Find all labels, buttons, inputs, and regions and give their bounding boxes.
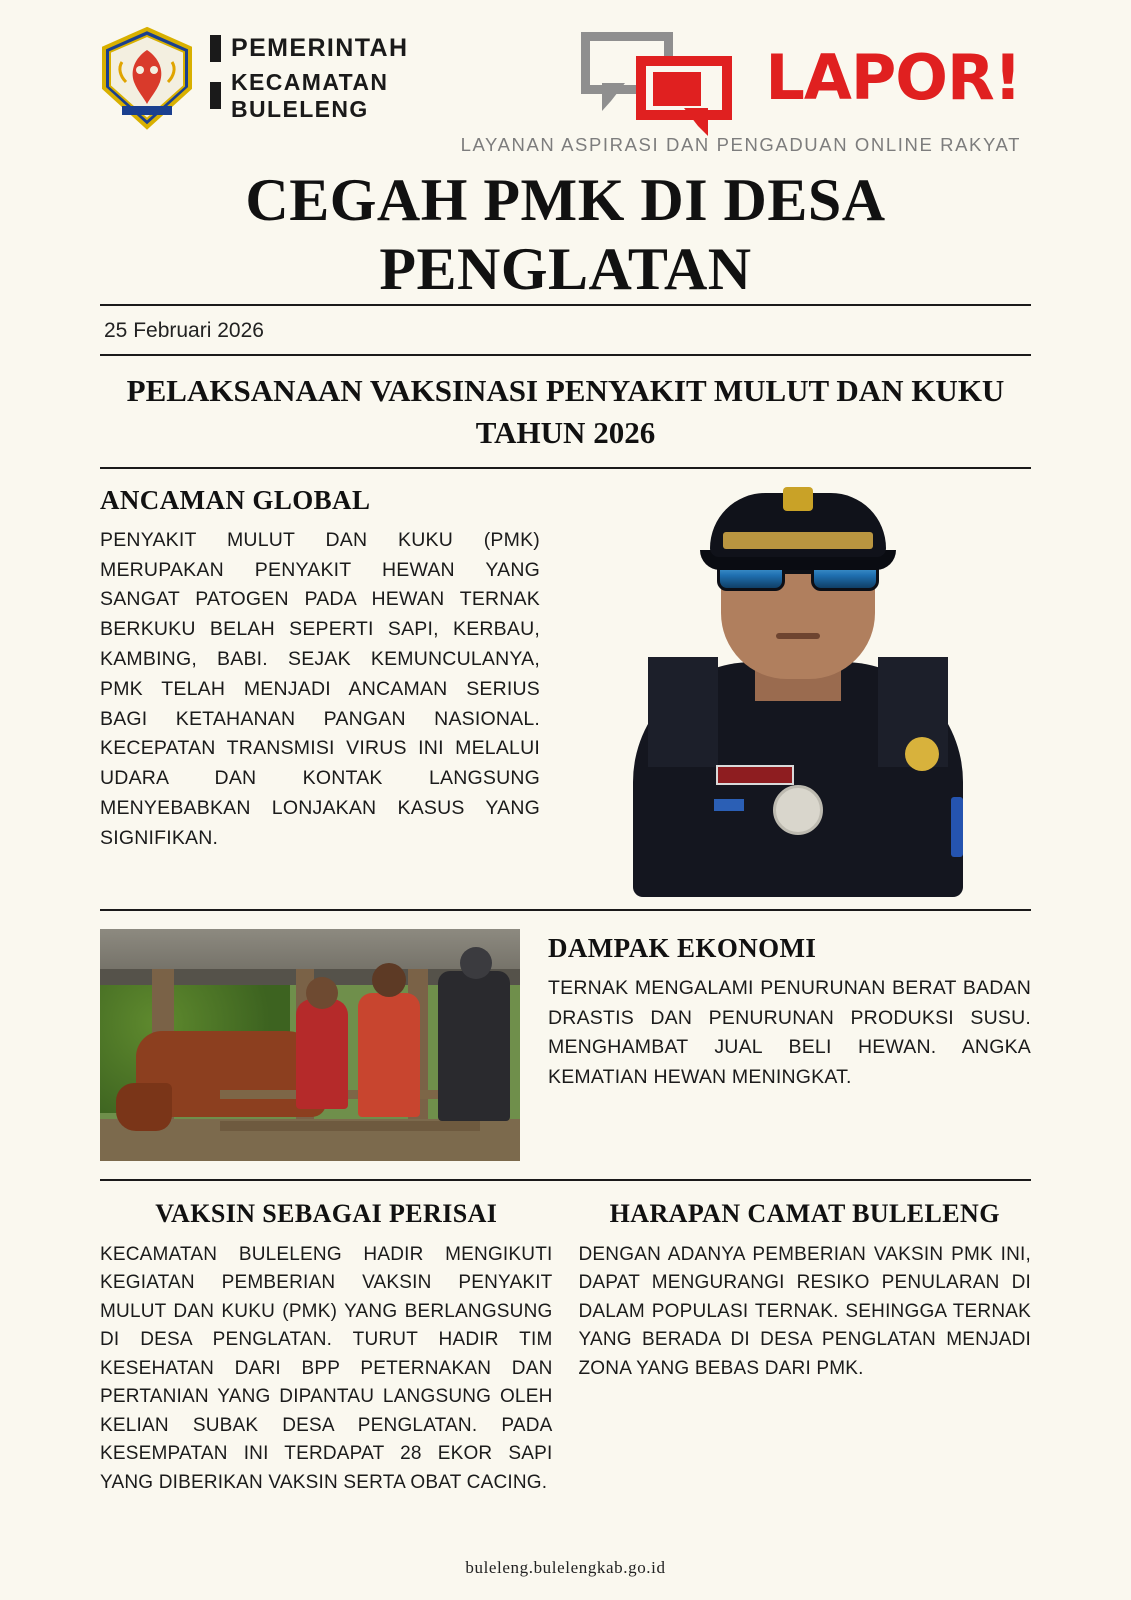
page-subtitle: PELAKSANAAN VAKSINASI PENYAKIT MULUT DAN KUKU TAHUN 2026 xyxy=(126,373,1005,450)
vaksin-perisai-column xyxy=(100,1199,553,1498)
harapan-camat-heading: HARAPAN CAMAT BULELENG xyxy=(609,1198,1000,1228)
camat-portrait-photo xyxy=(564,485,1031,897)
gov-line-2 xyxy=(210,69,461,123)
section-ancaman-global xyxy=(100,469,1031,909)
dampak-ekonomi-text-column xyxy=(548,929,1031,1093)
gov-line-1-label: PEMERINTAH xyxy=(231,33,409,62)
dampak-ekonomi-heading: DAMPAK EKONOMI xyxy=(548,932,817,963)
page-title: CEGAH PMK DI DESA PENGLATAN xyxy=(245,167,886,302)
harapan-camat-body: DENGAN ADANYA PEMBERIAN VAKSIN PMK INI, DAPAT MENGURANGI RESIKO PENULARAN DI DALAM POPULASI TERNAK. SEHINGGA TERNAK YANG BERADA DI DESA PENGLATAN MENJADI ZONA YANG BEBAS DARI PMK. xyxy=(578,1243,1031,1379)
poster-header xyxy=(100,0,1031,155)
vaksin-perisai-body: KECAMATAN BULELENG HADIR MENGIKUTI KEGIATAN PEMBERIAN VAKSIN PENYAKIT MULUT DAN KUKU (PMK) YANG BERLANGSUNG DI DESA PENGLATAN. TURUT HADIR TIM KESEHATAN DARI BPP PETERNAKAN DAN PERTANIAN YANG DIPANTAU LANGSUNG OLEH KELIAN SUBAK DESA PENGLATAN. PADA KESEMPATAN INI TERDAPAT 28 EKOR SAPI YANG DIBERIKAN VAKSIN SERTA OBAT CACING. xyxy=(100,1243,553,1493)
portrait-image xyxy=(564,485,1031,897)
bar-mark-icon xyxy=(210,82,221,109)
bar-mark-icon xyxy=(210,35,221,62)
bali-crest-icon xyxy=(100,26,194,130)
gov-line-1 xyxy=(210,34,461,63)
dampak-ekonomi-body: TERNAK MENGALAMI PENURUNAN BERAT BADAN DRASTIS DAN PENURUNAN PRODUKSI SUSU. MENGHAMBAT JUAL BELI HEWAN. ANGKA KEMATIAN HEWAN MENINGKAT. xyxy=(548,976,1031,1089)
lapor-branding xyxy=(461,26,1021,156)
vaksin-perisai-heading: VAKSIN SEBAGAI PERISAI xyxy=(155,1198,498,1228)
harapan-camat-column xyxy=(579,1199,1032,1498)
speech-bubbles-icon xyxy=(581,30,757,126)
footer-website: buleleng.bulelengkab.go.id xyxy=(465,1558,666,1577)
lapor-logo-row xyxy=(461,30,1021,126)
ancaman-global-heading: ANCAMAN GLOBAL xyxy=(100,484,371,515)
lapor-wordmark: LAPOR! xyxy=(765,40,1021,114)
ancaman-global-text-column xyxy=(100,485,540,897)
cattle-vaccination-photo xyxy=(100,929,520,1161)
government-titles xyxy=(210,34,461,123)
gov-line-2-label: KECAMATAN BULELENG xyxy=(231,68,389,122)
lapor-tagline: LAYANAN ASPIRASI DAN PENGADUAN ONLINE RAKYAT xyxy=(460,134,1021,155)
publication-date: 25 Februari 2026 xyxy=(104,319,264,342)
section-bottom-columns xyxy=(100,1181,1031,1498)
ancaman-global-body: PENYAKIT MULUT DAN KUKU (PMK) MERUPAKAN PENYAKIT HEWAN YANG SANGAT PATOGEN PADA HEWAN TERNAK BERKUKU BELAH SEPERTI SAPI, KERBAU, KAMBING, BABI. SEJAK KEMUNCULANYA, PMK TELAH MENJADI ANCAMAN SERIUS BAGI KETAHANAN PANGAN NASIONAL. KECEPATAN TRANSMISI VIRUS INI MELALUI UDARA DAN KONTAK LANGSUNG MENYEBABKAN LONJAKAN KASUS YANG SIGNIFIKAN. xyxy=(100,528,540,849)
section-dampak-ekonomi xyxy=(100,911,1031,1179)
government-branding xyxy=(100,26,461,130)
